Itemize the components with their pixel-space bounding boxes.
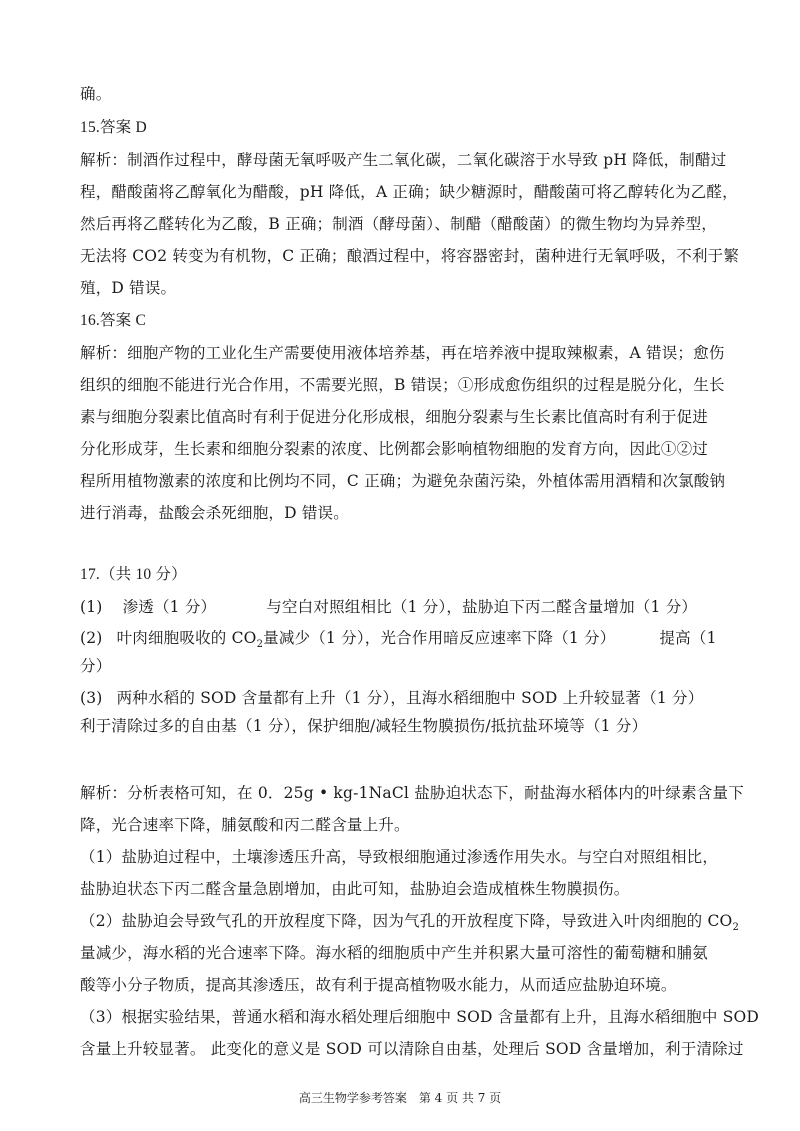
text-line: 盐胁迫状态下丙二醛含量急剧增加，由此可知，盐胁迫会造成植株生物膜损伤。 <box>80 880 630 898</box>
text-line: 殖，D 错误。 <box>80 279 177 297</box>
text-line: 量减少，海水稻的光合速率下降。海水稻的细胞质中产生并积累大量可溶性的葡萄糖和脯氨 <box>80 944 709 962</box>
text-line: 无法将 CO2 转变为有机物，C 正确；酿酒过程中，将容器密封，菌种进行无氧呼吸，不利于繁 <box>80 247 740 265</box>
page-footer: 高三生物学参考答案 第 4 页 共 7 页 <box>298 1091 502 1105</box>
text-line: 利于清除过多的自由基（1 分），保护细胞/减轻生物膜损伤/抵抗盐环境等（1 分） <box>80 717 648 735</box>
answer-heading-17: 17.（共 10 分） <box>80 566 187 583</box>
item-number: (1) <box>80 598 103 616</box>
answer-part: 渗透（1 分） <box>122 598 217 616</box>
text-line: 解析：分析表格可知，在 0．25g • kg-1NaCl 盐胁迫状态下，耐盐海水稻体内的叶绿素含量下 <box>80 784 744 802</box>
text-line: 解析：细胞产物的工业化生产需要使用液体培养基，再在培养液中提取辣椒素，A 错误；愈伤 <box>80 344 725 362</box>
q17-answer-3 <box>80 688 740 708</box>
text-line: 进行消毒，盐酸会杀死细胞，D 错误。 <box>80 504 349 522</box>
item-number: (2) <box>80 629 103 647</box>
text-line: 含量上升较显著。 此变化的意义是 SOD 可以清除自由基，处理后 SOD 含量增加，利于清除过 <box>80 1040 744 1058</box>
answer-part: 提高（1 <box>659 629 717 647</box>
text-line: 酸等小分子物质，提高其渗透压，故有利于提高植物吸水能力，从而适应盐胁迫环境。 <box>80 976 677 994</box>
text-line: 解析：制酒作过程中，酵母菌无氧呼吸产生二氧化碳，二氧化碳溶于水导致 pH 降低，制醋过 <box>80 151 727 169</box>
answer-heading-15: 15.答案 D <box>80 119 147 136</box>
q17-answer-1 <box>80 597 740 617</box>
q17-answer-2 <box>80 628 740 655</box>
text-part: （2）盐胁迫会导致气孔的开放程度下降，因为气孔的开放程度下降，导致进入叶肉细胞的 CO <box>80 912 733 930</box>
text-line: （3）根据实验结果，普通水稻和海水稻处理后细胞中 SOD 含量都有上升，且海水稻细胞中 SOD <box>80 1008 760 1026</box>
text-line: 组织的细胞不能进行光合作用，不需要光照，B 错误；①形成愈伤组织的过程是脱分化，生长 <box>80 376 725 394</box>
text-line: 降，光合速率下降，脯氨酸和丙二醛含量上升。 <box>80 816 410 834</box>
text-line: 程，醋酸菌将乙醇氧化为醋酸，pH 降低，A 正确；缺少糖源时，醋酸菌可将乙醇转化为乙醛， <box>80 183 738 201</box>
subscript: 2 <box>256 639 264 651</box>
subscript: 2 <box>732 922 740 934</box>
item-number: (3) <box>80 689 103 707</box>
text-line: （1）盐胁迫过程中，土壤渗透压升高，导致根细胞通过渗透作用失水。与空白对照组相比， <box>80 848 719 866</box>
text-line: 程所用植物激素的浓度和比例均不同，C 正确；为避免杂菌污染，外植体需用酒精和次氯酸钠 <box>80 472 726 490</box>
answer-part: 量减少（1 分），光合作用暗反应速率下降（1 分） <box>263 629 616 647</box>
text-line: 素与细胞分裂素比值高时有利于促进分化形成根，细胞分裂素与生长素比值高时有利于促进 <box>80 408 709 426</box>
answer-part: 两种水稻的 SOD 含量都有上升（1 分），且海水稻细胞中 SOD 上升较显著（1 分） <box>116 689 704 707</box>
answer-heading-16: 16.答案 C <box>80 312 146 329</box>
answer-part: 叶肉细胞吸收的 CO <box>116 629 257 647</box>
text-line <box>80 911 740 938</box>
answer-part: 与空白对照组相比（1 分），盐胁迫下丙二醛含量增加（1 分） <box>266 598 698 616</box>
text-line: 分） <box>80 657 112 675</box>
text-line: 确。 <box>80 85 112 103</box>
text-line: 分化形成芽，生长素和细胞分裂素的浓度、比例都会影响植物细胞的发育方向，因此①②过 <box>80 440 709 458</box>
text-line: 然后再将乙醛转化为乙酸，B 正确；制酒（酵母菌）、制醋（醋酸菌）的微生物均为异养型， <box>80 215 717 233</box>
